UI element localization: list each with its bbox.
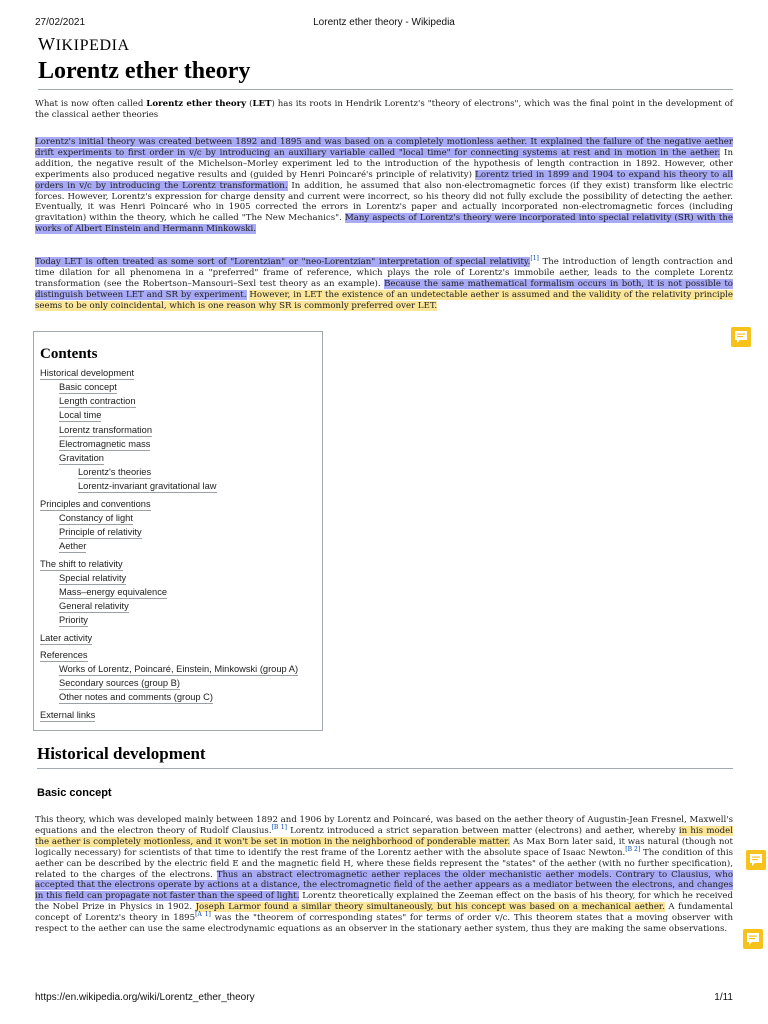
toc-item[interactable]: Priority (59, 615, 88, 625)
toc-item[interactable]: The shift to relativity (40, 559, 123, 569)
comment-note-icon[interactable] (746, 850, 766, 870)
citation-link[interactable]: [1] (530, 255, 539, 263)
table-of-contents (33, 331, 323, 731)
toc-item[interactable]: Special relativity (59, 573, 127, 583)
toc-item[interactable]: Gravitation (59, 453, 104, 463)
citation-link[interactable]: [A 1] (195, 911, 211, 919)
highlight-blue: Thus an abstract electromagnetic aether replaces the older mechanistic aether models. Contrary to Clausius, who accepted that the electrons operate by actions at a distance, the electromagnetic field of the aether appears as a mediator between the electrons, and changes in this field can propagate not faster than the speed of light. (35, 869, 733, 902)
toc-item[interactable]: References (40, 650, 88, 660)
highlight-yellow: However, in LET the existence of an undetectable aether is assumed and the validity of the relativity principle seems to be only coincidental, which is one reason why SR is commonly preferred over LET. (35, 289, 733, 311)
toc-item[interactable]: Secondary sources (group B) (59, 678, 180, 688)
toc-item[interactable]: Basic concept (59, 382, 117, 392)
intro-paragraph-2: Lorentz's initial theory was created between 1892 and 1895 and was based on a completely motionless aether. It explained the failure of the negative aether drift experiments to first order in v/c by introducing an auxiliary variable called "local time" for connecting systems at rest and in motion in the aether. In addition, the negative result of the Michelson–Morley experiment led to the introduction of the hypothesis of length contraction in 1892. However, other experiments also produced negative results and (guided by Henri Poincaré's principle of relativity) Lorentz tried in 1899 and 1904 to expand his theory to all orders in v/c by introducing the Lorentz transformation. In addition, he assumed that also non-electromagnetic forces (if they exist) transform like electric forces. However, Lorentz's expression for charge density and current were incorrect, so his theory did not fully exclude the possibility of detecting the aether. Eventually, it was Henri Poincaré who in 1905 corrected the errors in Lorentz's paper and actually incorporated non-electromagnetic forces (including gravitation) within the theory, which he called "The New Mechanics". Many aspects of Lorentz's theory were incorporated into special relativity (SR) with the works of Albert Einstein and Hermann Minkowski. (35, 137, 733, 235)
intro-paragraph-3: Today LET is often treated as some sort of "Lorentzian" or "neo-Lorentzian" interpretation of special relativity.[1] The introduction of length contraction and time dilation for all phenomena in a "preferred" frame of reference, which plays the role of Lorentz's immobile aether, leads to the complete Lorentz transformation (see the Robertson–Mansouri–Sexl test theory as an example). Because the same mathematical formalism occurs in both, it is not possible to distinguish between LET and SR by experiment. However, in LET the existence of an undetectable aether is assumed and the validity of the relativity principle seems to be only coincidental, which is one reason why SR is commonly preferred over LET. (35, 255, 734, 311)
toc-item[interactable]: Electromagnetic mass (59, 439, 151, 449)
toc-item[interactable]: Works of Lorentz, Poincaré, Einstein, Minkowski (group A) (59, 664, 299, 674)
highlight-blue: Today LET is often treated as some sort of "Lorentzian" or "neo-Lorentzian" interpretation of special relativity. (35, 257, 531, 267)
highlight-blue: Lorentz tried in 1899 and 1904 to expand his theory to all orders in v/c by introducing the Lorentz transformation. (35, 169, 733, 191)
toc-item[interactable]: Local time (59, 410, 102, 420)
print-title: Lorentz ether theory - Wikipedia (313, 17, 455, 28)
toc-item[interactable]: Principles and conventions (40, 499, 151, 509)
highlight-blue: Because the same mathematical formalism occurs in both, it is not possible to distinguish between LET and SR by experiment. (35, 278, 733, 300)
toc-item[interactable]: Historical development (40, 368, 135, 378)
toc-item[interactable]: Lorentz-invariant gravitational law (78, 481, 217, 491)
link-aether-theories[interactable]: ) has its roots in Hendrik Lorentz's "theory of electrons", which was the final point in the development of the classical (35, 99, 733, 120)
toc-item[interactable]: Later activity (40, 633, 93, 643)
citation-link[interactable]: [B 2] (625, 845, 641, 853)
subsection-heading: Basic concept (37, 787, 112, 799)
toc-item[interactable]: Length contraction (59, 396, 136, 406)
print-header (0, 17, 768, 31)
highlight-yellow: Joseph Larmor found a similar theory simultaneously, but his concept was based on a mechanical aether. (195, 902, 665, 913)
toc-item[interactable]: General relativity (59, 601, 129, 611)
print-footer (0, 992, 768, 1006)
section-heading: Historical development (37, 744, 733, 769)
body-paragraph-1: This theory, which was developed mainly between 1892 and 1906 by Lorentz and Poincaré, was based on the aether theory of Augustin-Jean Fresnel, Maxwell's equations and the electron theory of Rudolf Clausius.[B 1] Lorentz introduced a strict separation between matter (electrons) and aether, whereby in his model the aether is completely motionless, and it won't be set in motion in the neighborhood of ponderable matter. As Max Born later said, it was natural (though not logically necessary) for scientists of that time to identify the rest frame of the Lorentz aether with the absolute space of Isaac Newton.[B 2] The condition of this aether can be described by the electric field E and the magnetic field H, where these fields represent the "states" of the aether (with no further specification), related to the charges of the electrons. Thus an abstract electromagnetic aether replaces the older mechanistic aether models. Contrary to Clausius, who accepted that the electrons operate by actions at a distance, the electromagnetic field of the aether appears as a mediator between the electrons, and changes in this field can propagate not faster than the speed of light. Lorentz theoretically explained the Zeeman effect on the basis of his theory, for which he received the Nobel Prize in Physics in 1902. Joseph Larmor found a similar theory simultaneously, but his concept was based on a mechanical aether. A fundamental concept of Lorentz's theory in 1895[A 1] was the "theorem of corresponding states" for terms of order v/c. This theorem states that a moving observer with respect to the aether can use the same electrodynamic equations as an observer in the stationary aether system, thus they are making the same observations. (35, 815, 734, 935)
highlight-blue: Lorentz's initial theory was created between 1892 and 1895 and was based on a completely motionless aether. It explained the failure of the negative aether drift experiments to first order in v/c by introducing an auxiliary variable called "local time" for connecting systems at rest and in motion in the aether. (35, 137, 733, 158)
print-page-number: 1/11 (714, 992, 733, 1003)
comment-note-icon[interactable] (731, 327, 751, 347)
page-title: Lorentz ether theory (38, 58, 733, 90)
toc-item[interactable]: Mass–energy equivalence (59, 587, 168, 597)
toc-item[interactable]: Lorentz's theories (78, 467, 152, 477)
print-date: 27/02/2021 (35, 17, 86, 28)
wikipedia-logo[interactable]: WIKIPEDIA (38, 34, 130, 54)
intro-paragraph-1: What is now often called Lorentz ether theory (LET) has its roots in Hendrik Lorentz's "theory of electrons", which was the final point in the development of the classical aether theories (35, 99, 733, 120)
print-url: https://en.wikipedia.org/wiki/Lorentz_ether_theory (35, 992, 255, 1003)
comment-note-icon[interactable] (743, 929, 763, 949)
highlight-blue: Many aspects of Lorentz's theory were incorporated into special relativity (SR) with the works of Albert Einstein and Hermann Minkowski. (35, 213, 733, 235)
toc-item[interactable]: Other notes and comments (group C) (59, 692, 213, 702)
toc-item[interactable]: Constancy of light (59, 513, 133, 523)
toc-item[interactable]: Principle of relativity (59, 527, 142, 537)
toc-item[interactable]: External links (40, 710, 96, 720)
highlight-yellow: in his model the aether is completely motionless, and it won't be set in motion in the neighborhood of ponderable matter. (35, 825, 733, 847)
toc-title: Contents (40, 346, 98, 362)
toc-item[interactable]: Lorentz transformation (59, 425, 153, 435)
citation-link[interactable]: [B 1] (271, 824, 287, 832)
toc-item[interactable]: Aether (59, 541, 87, 551)
